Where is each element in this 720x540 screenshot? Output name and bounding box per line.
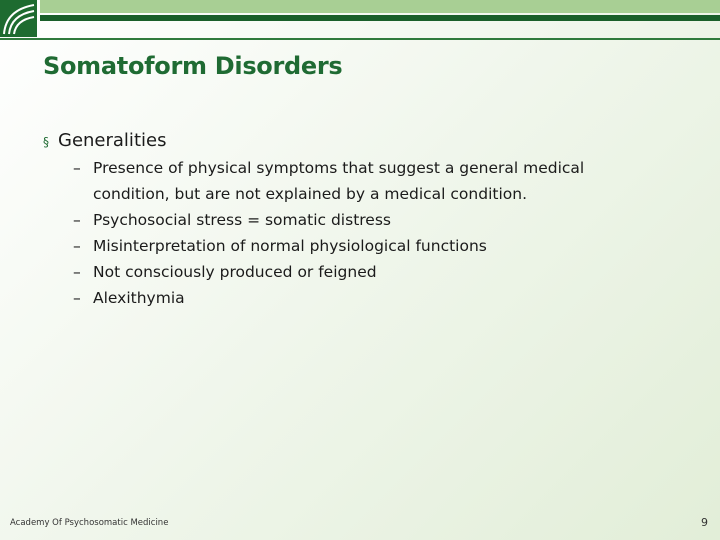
- sub-bullet-item: [73, 207, 683, 233]
- header-bar-dark: [40, 15, 720, 21]
- dash-icon: –: [73, 237, 81, 255]
- sub-bullet-item: [73, 155, 683, 207]
- dash-icon: –: [73, 159, 81, 177]
- bullet-text: Generalities: [58, 130, 167, 151]
- sub-bullet-text: Misinterpretation of normal physiological functions: [93, 237, 487, 255]
- arc-logo-icon: [0, 0, 37, 37]
- footer-organization: Academy Of Psychosomatic Medicine: [10, 518, 169, 528]
- sub-bullet-text: Psychosocial stress = somatic distress: [93, 211, 391, 229]
- sub-bullet-text: Not consciously produced or feigned: [93, 263, 377, 281]
- sub-bullet-text: Presence of physical symptoms that suggest a general medical condition, but are not explained by a medical condition.: [93, 159, 585, 203]
- slide-title: Somatoform Disorders: [43, 52, 343, 80]
- sub-bullet-list: [43, 155, 683, 311]
- dash-icon: –: [73, 289, 81, 307]
- sub-bullet-item: [73, 285, 683, 311]
- sub-bullet-item: [73, 233, 683, 259]
- sub-bullet-text: Alexithymia: [93, 289, 185, 307]
- slide-content: [43, 130, 683, 311]
- header-divider: [0, 38, 720, 40]
- dash-icon: –: [73, 211, 81, 229]
- page-number: 9: [701, 516, 708, 529]
- header-bar-light: [40, 0, 720, 13]
- bullet-square-icon: §: [43, 135, 49, 149]
- sub-bullet-item: [73, 259, 683, 285]
- dash-icon: –: [73, 263, 81, 281]
- bullet-item: [43, 130, 683, 151]
